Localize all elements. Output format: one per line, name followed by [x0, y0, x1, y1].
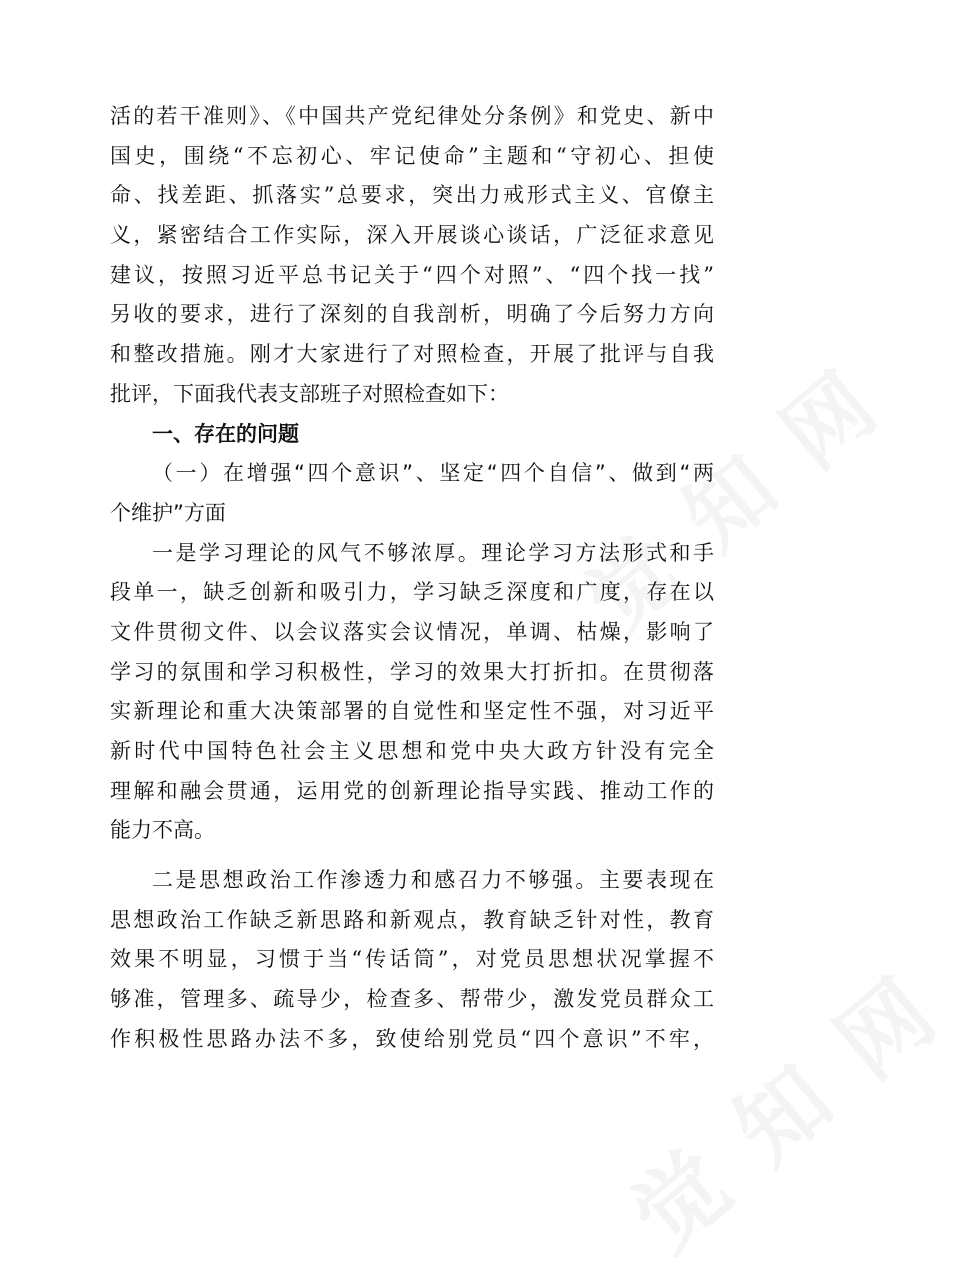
- paragraph-line: 够准，管理多、疏导少，检查多、帮带少，激发党员群众工: [110, 987, 714, 1012]
- paragraph-line: 命、找差距、抓落实”总要求，突出力戒形式主义、官僚主: [110, 183, 714, 208]
- subsection-heading: 个维护”方面: [110, 500, 226, 525]
- paragraph-line: 新时代中国特色社会主义思想和党中央大政方针没有完全: [110, 739, 714, 763]
- paragraph-line: 义，紧密结合工作实际，深入开展谈心谈话，广泛征求意见: [110, 223, 714, 248]
- section-heading: 一、存在的问题: [152, 421, 299, 446]
- paragraph-line: 思想政治工作缺乏新思路和新观点，教育缺乏针对性，教育: [110, 907, 714, 932]
- paragraph-line: 实新理论和重大决策部署的自觉性和坚定性不强，对习近平: [110, 699, 714, 724]
- watermark: 觉 知 网: [567, 351, 899, 652]
- paragraph-line: 建议，按照习近平总书记关于“四个对照”、“四个找一找”: [110, 262, 714, 287]
- paragraph-line: 国史，围绕“不忘初心、牢记使命”主题和“守初心、担使: [110, 143, 714, 168]
- paragraph-line: 一是学习理论的风气不够浓厚。理论学习方法形式和手: [152, 540, 714, 565]
- paragraph-line: 批评，下面我代表支部班子对照检查如下：: [110, 381, 509, 406]
- paragraph-line: 二是思想政治工作渗透力和感召力不够强。主要表现在: [152, 868, 714, 893]
- paragraph-line: 另收的要求，进行了深刻的自我剖析，明确了今后努力方向: [110, 302, 714, 327]
- paragraph-line: 活的若干准则》、《中国共产党纪律处分条例》和党史、新中: [110, 104, 714, 128]
- paragraph-line: 能力不高。: [110, 818, 215, 843]
- subsection-heading: （一）在增强“四个意识”、坚定“四个自信”、做到“两: [152, 461, 714, 486]
- watermark: 觉 知 网: [613, 956, 959, 1271]
- paragraph-line: 作积极性思路办法不多，致使给别党员“四个意识”不牢，: [110, 1026, 714, 1051]
- paragraph-line: 学习的氛围和学习积极性，学习的效果大打折扣。在贯彻落: [110, 659, 714, 684]
- paragraph-line: 段单一，缺乏创新和吸引力，学习缺乏深度和广度，存在以: [110, 580, 714, 605]
- paragraph-line: 效果不明显，习惯于当“传话筒”，对党员思想状况掌握不: [110, 947, 714, 972]
- paragraph-line: 文件贯彻文件、以会议落实会议情况，单调、枯燥，影响了: [110, 619, 714, 644]
- paragraph-line: 理解和融会贯通，运用党的创新理论指导实践、推动工作的: [110, 778, 714, 803]
- document-body: [110, 97, 714, 1060]
- paragraph-line: 和整改措施。刚才大家进行了对照检查，开展了批评与自我: [110, 342, 714, 367]
- paragraph-gap: [110, 851, 714, 861]
